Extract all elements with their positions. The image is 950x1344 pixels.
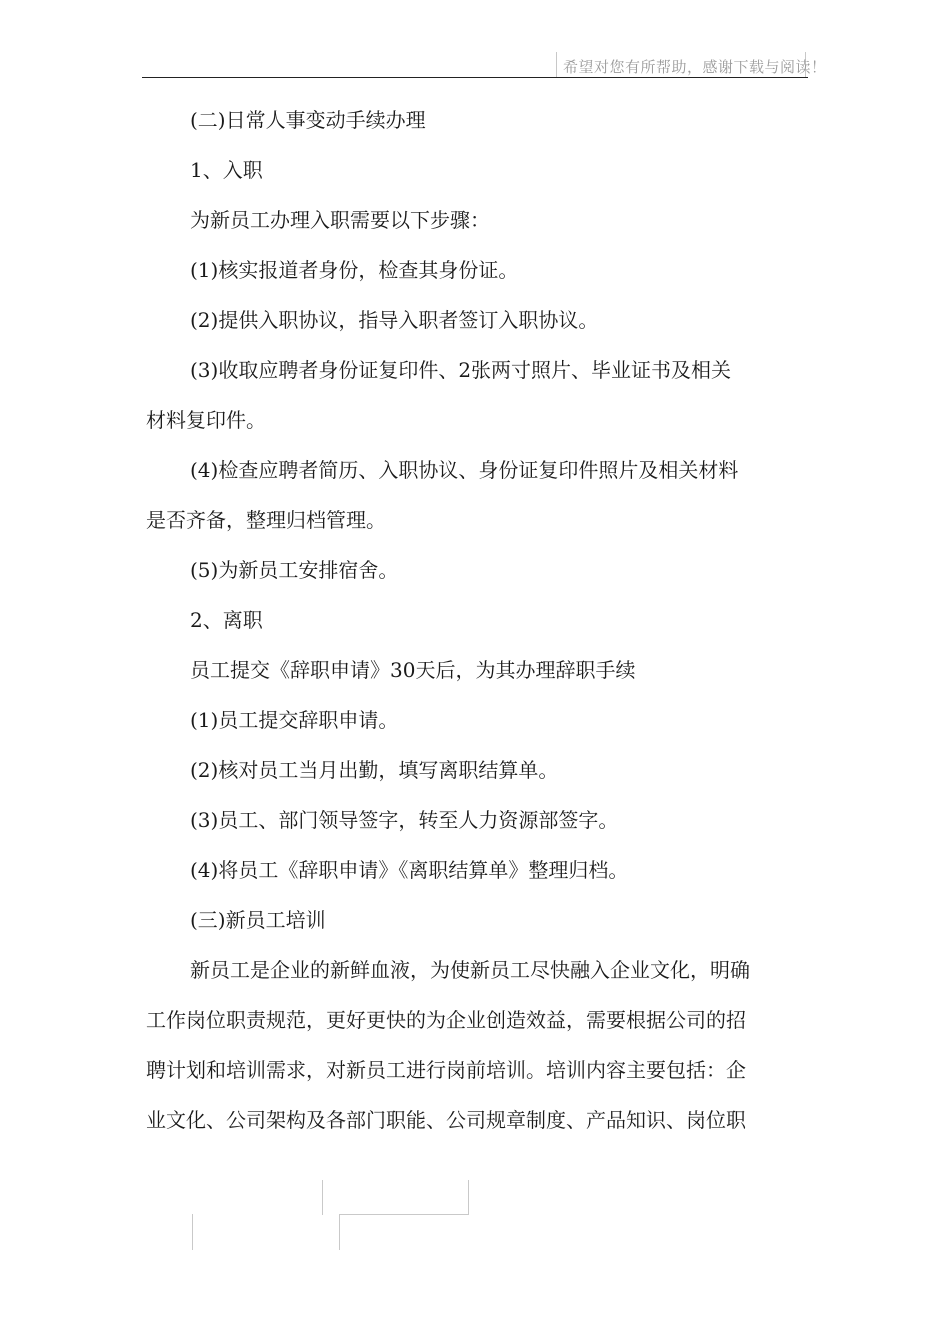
list-item: (4)检查应聘者简历、入职协议、身份证复印件照片及相关材料 (190, 458, 739, 482)
paragraph-line: 工作岗位职责规范，更好更快的为企业创造效益，需要根据公司的招 (146, 1008, 746, 1032)
paragraph: 为新员工办理入职需要以下步骤： (190, 208, 490, 232)
list-item: (3)收取应聘者身份证复印件、2张两寸照片、毕业证书及相关 (190, 358, 732, 382)
list-item: (1)员工提交辞职申请。 (190, 708, 399, 732)
list-item: (1)核实报道者身份，检查其身份证。 (190, 258, 519, 282)
list-item-continuation: 材料复印件。 (146, 408, 266, 432)
section-heading-daily-changes: (二)日常人事变动手续办理 (190, 108, 426, 132)
decorative-rule (339, 1214, 340, 1250)
decorative-rule (340, 1214, 468, 1215)
list-item: (2)提供入职协议，指导入职者签订入职协议。 (190, 308, 599, 332)
paragraph-line: 新员工是企业的新鲜血液，为使新员工尽快融入企业文化，明确 (190, 958, 750, 982)
list-item: (4)将员工《辞职申请》《离职结算单》整理归档。 (190, 858, 629, 882)
subheading-onboarding: 1、入职 (190, 158, 263, 182)
paragraph: 员工提交《辞职申请》30天后，为其办理辞职手续 (190, 658, 636, 682)
paragraph-line: 聘计划和培训需求，对新员工进行岗前培训。培训内容主要包括：企 (146, 1058, 746, 1082)
section-heading-training: (三)新员工培训 (190, 908, 326, 932)
paragraph-line: 业文化、公司架构及各部门职能、公司规章制度、产品知识、岗位职 (146, 1108, 746, 1132)
header-rule (142, 77, 808, 78)
list-item: (5)为新员工安排宿舍。 (190, 558, 399, 582)
document-body (146, 95, 826, 1145)
decorative-rule (468, 1180, 469, 1215)
header-note: 希望对您有所帮助，感谢下载与阅读！ (563, 58, 827, 76)
decorative-rule (192, 1214, 193, 1250)
subheading-resignation: 2、离职 (190, 608, 263, 632)
list-item: (3)员工、部门领导签字，转至人力资源部签字。 (190, 808, 619, 832)
list-item: (2)核对员工当月出勤，填写离职结算单。 (190, 758, 559, 782)
decorative-rule (322, 1180, 323, 1215)
list-item-continuation: 是否齐备，整理归档管理。 (146, 508, 386, 532)
